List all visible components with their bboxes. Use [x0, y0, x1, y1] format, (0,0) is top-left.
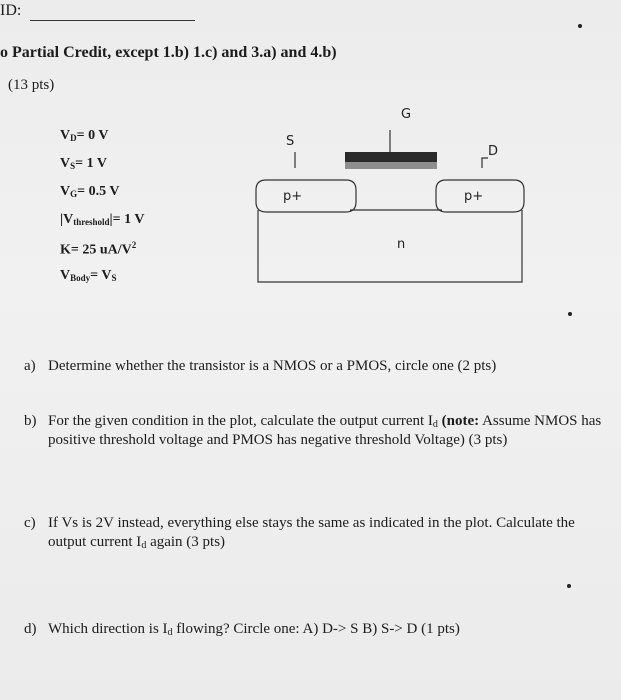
question-c — [0, 514, 621, 554]
question-letter: d) — [24, 621, 37, 637]
question-text-line1: If Vs is 2V instead, everything else stays the same as indicated in the plot. Calculate the — [48, 515, 575, 531]
condition-vthreshold: $|V_{threshold}|= 1$ V — [60, 212, 145, 227]
condition-vbody: $V_{Body}= V_S$ — [60, 268, 117, 283]
gate-electrode — [345, 152, 437, 162]
source-label: S — [286, 134, 295, 149]
transistor-diagram — [250, 100, 540, 300]
speck-dot — [578, 24, 582, 28]
question-text: Which direction is $I_d$ flowing? Circle one: A) D-> S B) S-> D (1 pts) — [48, 621, 460, 638]
drain-lead — [482, 158, 488, 168]
id-label: ID: — [0, 2, 22, 19]
condition-vd: $V_D= 0$ V — [60, 128, 109, 143]
drain-region-label: p+ — [464, 189, 484, 204]
speck-dot — [567, 584, 571, 588]
problem-points: (13 pts) — [8, 77, 55, 93]
drain-label: D — [488, 144, 499, 159]
question-text: Determine whether the transistor is a NMOS or a PMOS, circle one (2 pts) — [48, 358, 497, 374]
gate-oxide — [345, 162, 437, 169]
source-region — [256, 180, 356, 212]
id-underline — [30, 20, 195, 21]
question-d — [0, 620, 621, 640]
condition-k: K= 25 $uA/V^2$ — [60, 240, 137, 258]
condition-vg: $V_G= 0.5$ V — [60, 184, 120, 199]
question-text-line2: positive threshold voltage and PMOS has negative threshold Voltage) (3 pts) — [48, 432, 508, 448]
question-letter: b) — [24, 413, 37, 429]
question-letter: c) — [24, 515, 36, 531]
gate-label: G — [401, 107, 412, 122]
question-text-line1: For the given condition in the plot, calculate the output current $I_d$ (note: Assume NMOS has — [48, 413, 602, 430]
substrate-body — [258, 210, 522, 282]
speck-dot — [568, 312, 572, 316]
source-region-label: p+ — [283, 189, 303, 204]
question-a — [0, 357, 621, 377]
question-text-line2: output current $I_d$ again (3 pts) — [48, 534, 226, 551]
question-b — [0, 412, 621, 452]
substrate-label: n — [397, 237, 406, 252]
condition-vs: $V_S= 1$ V — [60, 156, 107, 171]
credit-heading: o Partial Credit, except 1.b) 1.c) and 3.a) and 4.b) — [0, 44, 337, 61]
question-letter: a) — [24, 358, 36, 374]
